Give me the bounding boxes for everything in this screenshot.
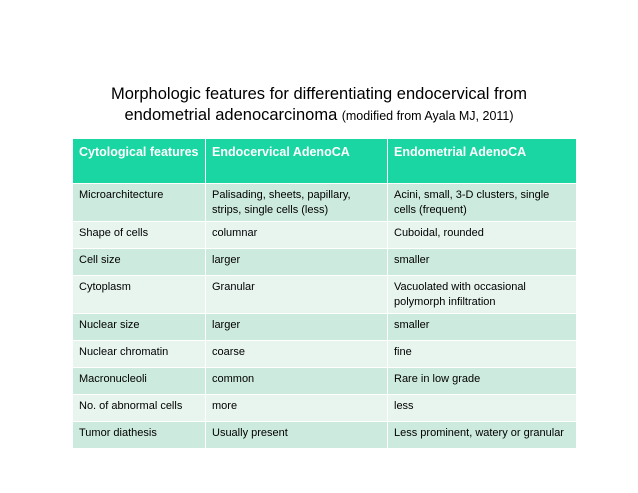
endometrial-cell: Rare in low grade (388, 368, 577, 395)
endocervical-cell: larger (206, 249, 388, 276)
table-row (73, 341, 577, 368)
endocervical-cell: coarse (206, 341, 388, 368)
feature-cell: Microarchitecture (73, 184, 206, 222)
endocervical-cell: common (206, 368, 388, 395)
feature-cell: Tumor diathesis (73, 422, 206, 449)
table-row (73, 314, 577, 341)
feature-cell: Nuclear chromatin (73, 341, 206, 368)
header-endometrial: Endometrial AdenoCA (388, 139, 577, 184)
feature-cell: Macronucleoli (73, 368, 206, 395)
endocervical-cell: columnar (206, 222, 388, 249)
table-row (73, 249, 577, 276)
header-endocervical: Endocervical AdenoCA (206, 139, 388, 184)
endometrial-cell: less (388, 395, 577, 422)
title-line-2 (0, 105, 638, 127)
endometrial-cell: Cuboidal, rounded (388, 222, 577, 249)
table-row (73, 222, 577, 249)
table-row (73, 368, 577, 395)
endometrial-cell: fine (388, 341, 577, 368)
endometrial-cell: Less prominent, watery or granular (388, 422, 577, 449)
table-row (73, 395, 577, 422)
endocervical-cell: Usually present (206, 422, 388, 449)
title-line-1: Morphologic features for differentiating endocervical from (110, 85, 528, 103)
table-row (73, 422, 577, 449)
endometrial-cell: smaller (388, 249, 577, 276)
endocervical-cell: Granular (206, 276, 388, 314)
features-table (72, 138, 577, 449)
title-citation: (modified from Ayala MJ, 2011) (341, 109, 514, 123)
feature-cell: Cell size (73, 249, 206, 276)
feature-cell: Nuclear size (73, 314, 206, 341)
header-row (73, 139, 577, 184)
table-row (73, 184, 577, 222)
table-row (73, 276, 577, 314)
endometrial-cell: smaller (388, 314, 577, 341)
endocervical-cell: larger (206, 314, 388, 341)
feature-cell: No. of abnormal cells (73, 395, 206, 422)
header-cytological-features: Cytological features (73, 139, 206, 184)
endometrial-cell: Vacuolated with occasional polymorph infiltration (388, 276, 577, 314)
endocervical-cell: Palisading, sheets, papillary, strips, single cells (less) (206, 184, 388, 222)
endometrial-cell: Acini, small, 3-D clusters, single cells (frequent) (388, 184, 577, 222)
slide-title (0, 84, 638, 127)
endocervical-cell: more (206, 395, 388, 422)
feature-cell: Cytoplasm (73, 276, 206, 314)
feature-cell: Shape of cells (73, 222, 206, 249)
title-line-2-main: endometrial adenocarcinoma (124, 106, 338, 124)
